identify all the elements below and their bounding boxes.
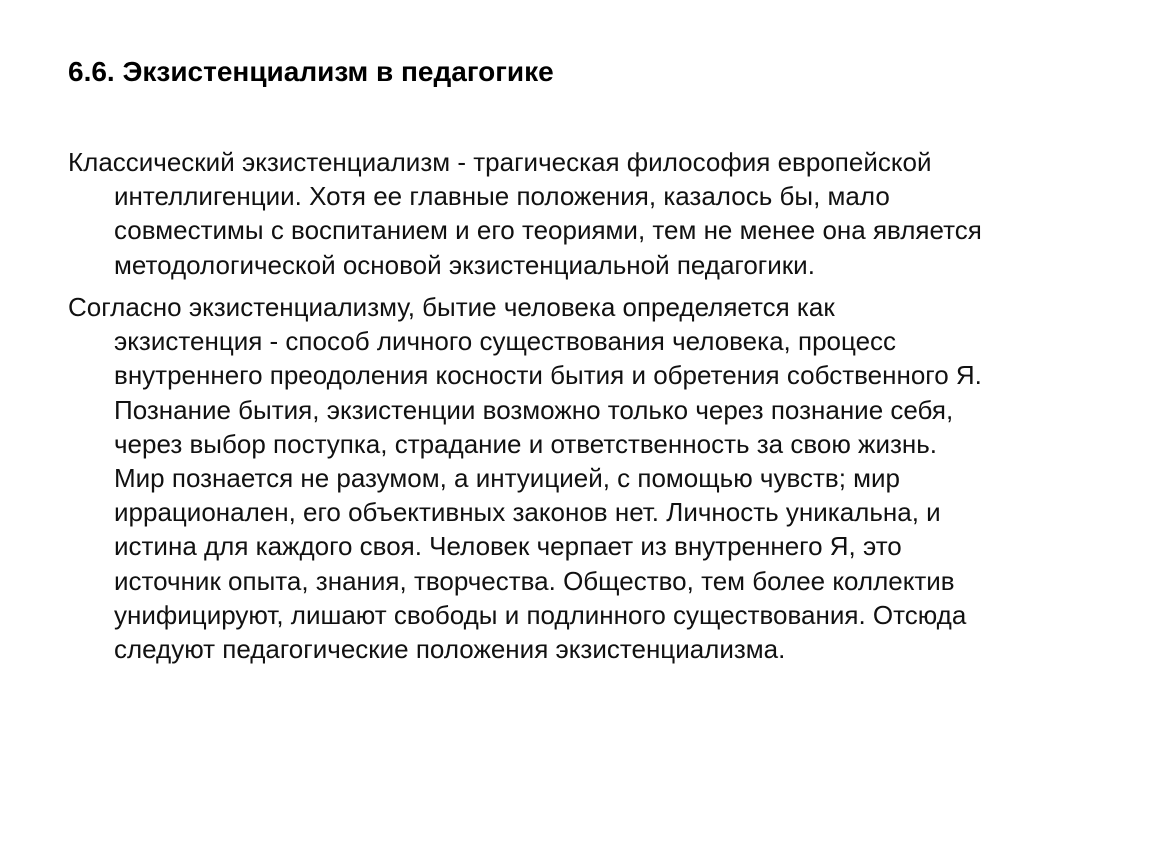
text-line: Классический экзистенциализм - трагическая философия европейской [68,147,932,177]
text-line: иррационален, его объективных законов нет. Личность уникальна, и [114,497,941,528]
text-line: Мир познается не разумом, а интуицией, с помощью чувств; мир [114,463,901,494]
text-line: через выбор поступка, страдание и ответственность за свою жизнь. [114,428,938,459]
text-line: интеллигенции. Хотя ее главные положения, казалось бы, мало [114,181,890,212]
text-line: источник опыта, знания, творчества. Общество, тем более коллектив [114,565,955,596]
page-title: 6.6. Экзистенциализм в педагогике [68,56,554,87]
text-line: методологической основой экзистенциальной педагогики. [114,249,815,280]
paragraph-classical-existentialism [68,145,1098,282]
text-line: унифицируют, лишают свободы и подлинного существования. Отсюда [114,599,967,630]
text-line: внутреннего преодоления косности бытия и обретения собственного Я. [114,360,982,391]
text-line: совместимы с воспитанием и его теориями, тем не менее она является [114,215,982,246]
paragraph-being-of-man [68,290,1098,666]
text-line: следуют педагогические положения экзистенциализма. [114,634,786,665]
text-line: Согласно экзистенциализму, бытие человека определяется как [68,292,835,322]
text-line: Познание бытия, экзистенции возможно только через познание себя, [114,394,954,425]
text-line: экзистенция - способ личного существования человека, процесс [114,326,897,357]
text-line: истина для каждого своя. Человек черпает из внутреннего Я, это [114,531,902,562]
